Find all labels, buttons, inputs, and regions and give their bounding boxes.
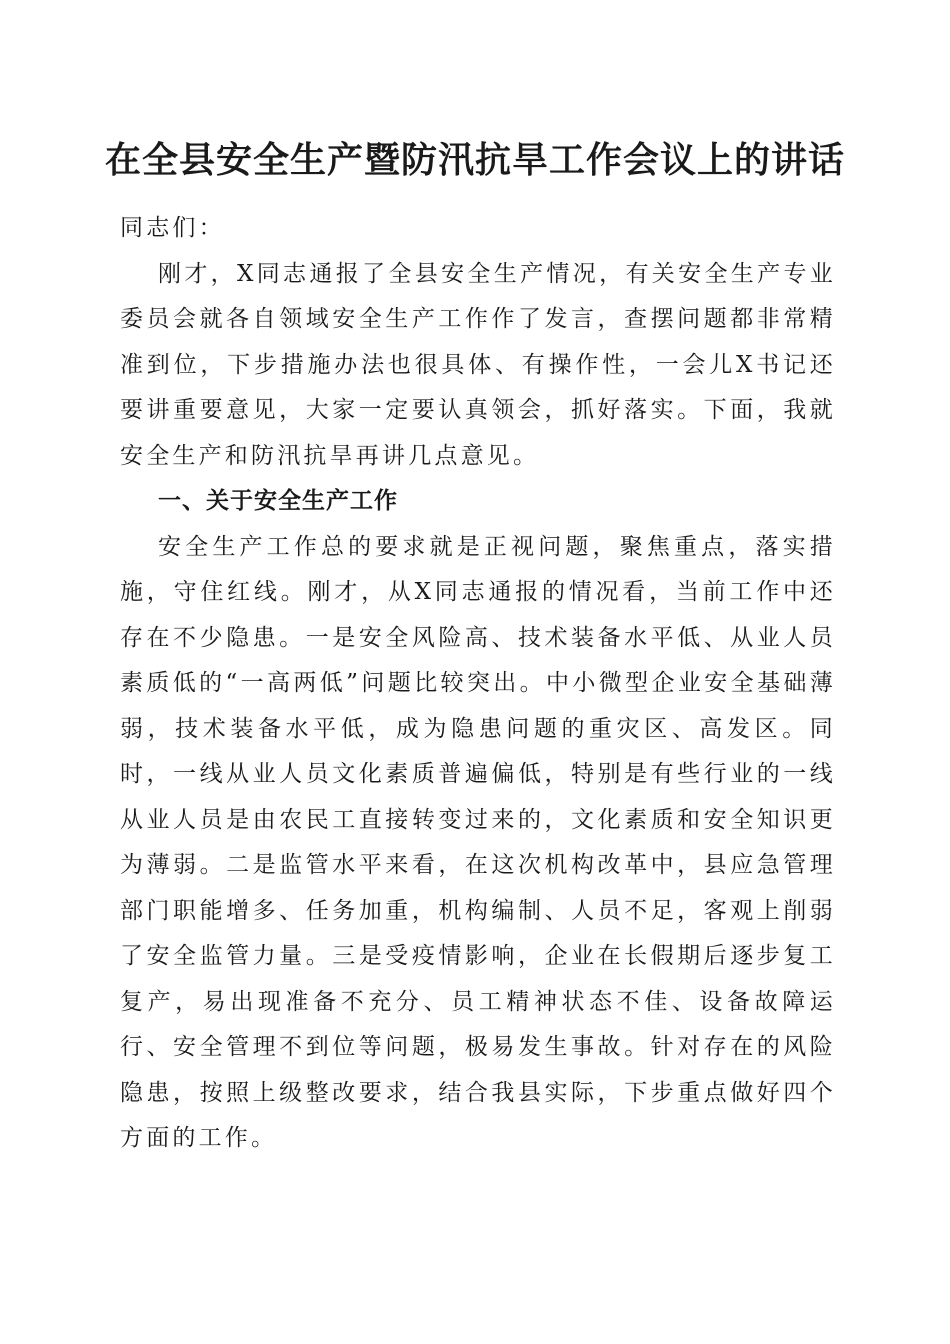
document-body <box>120 206 836 1162</box>
section-heading: 一、关于安全生产工作 <box>158 488 398 514</box>
intro-paragraph: 刚才，X同志通报了全县安全生产情况，有关安全生产专业委员会就各自领域安全生产工作作了发言，查摆问题都非常精准到位，下步措施办法也很具体、有操作性，一会儿X书记还要讲重要意见，大家一定要认真领会，抓好落实。下面，我就安全生产和防汛抗旱再讲几点意见。 <box>120 260 836 469</box>
salutation: 同志们： <box>120 215 225 241</box>
section-paragraph: 安全生产工作总的要求就是正视问题，聚焦重点，落实措施，守住红线。刚才，从X同志通报的情况看，当前工作中还存在不少隐患。一是安全风险高、技术装备水平低、从业人员素质低的“一高两低”问题比较突出。中小微型企业安全基础薄弱，技术装备水平低，成为隐患问题的重灾区、高发区。同时，一线从业人员文化素质普遍偏低，特别是有些行业的一线从业人员是由农民工直接转变过来的，文化素质和安全知识更为薄弱。二是监管水平来看，在这次机构改革中，县应急管理部门职能增多、任务加重，机构编制、人员不足，客观上削弱了安全监管力量。三是受疫情影响，企业在长假期后逐步复工复产，易出现准备不充分、员工精神状态不佳、设备故障运行、安全管理不到位等问题，极易发生事故。针对存在的风险隐患，按照上级整改要求，结合我县实际，下步重点做好四个方面的工作。 <box>120 533 836 1151</box>
document-title: 在全县安全生产暨防汛抗旱工作会议上的讲话 <box>104 139 845 181</box>
